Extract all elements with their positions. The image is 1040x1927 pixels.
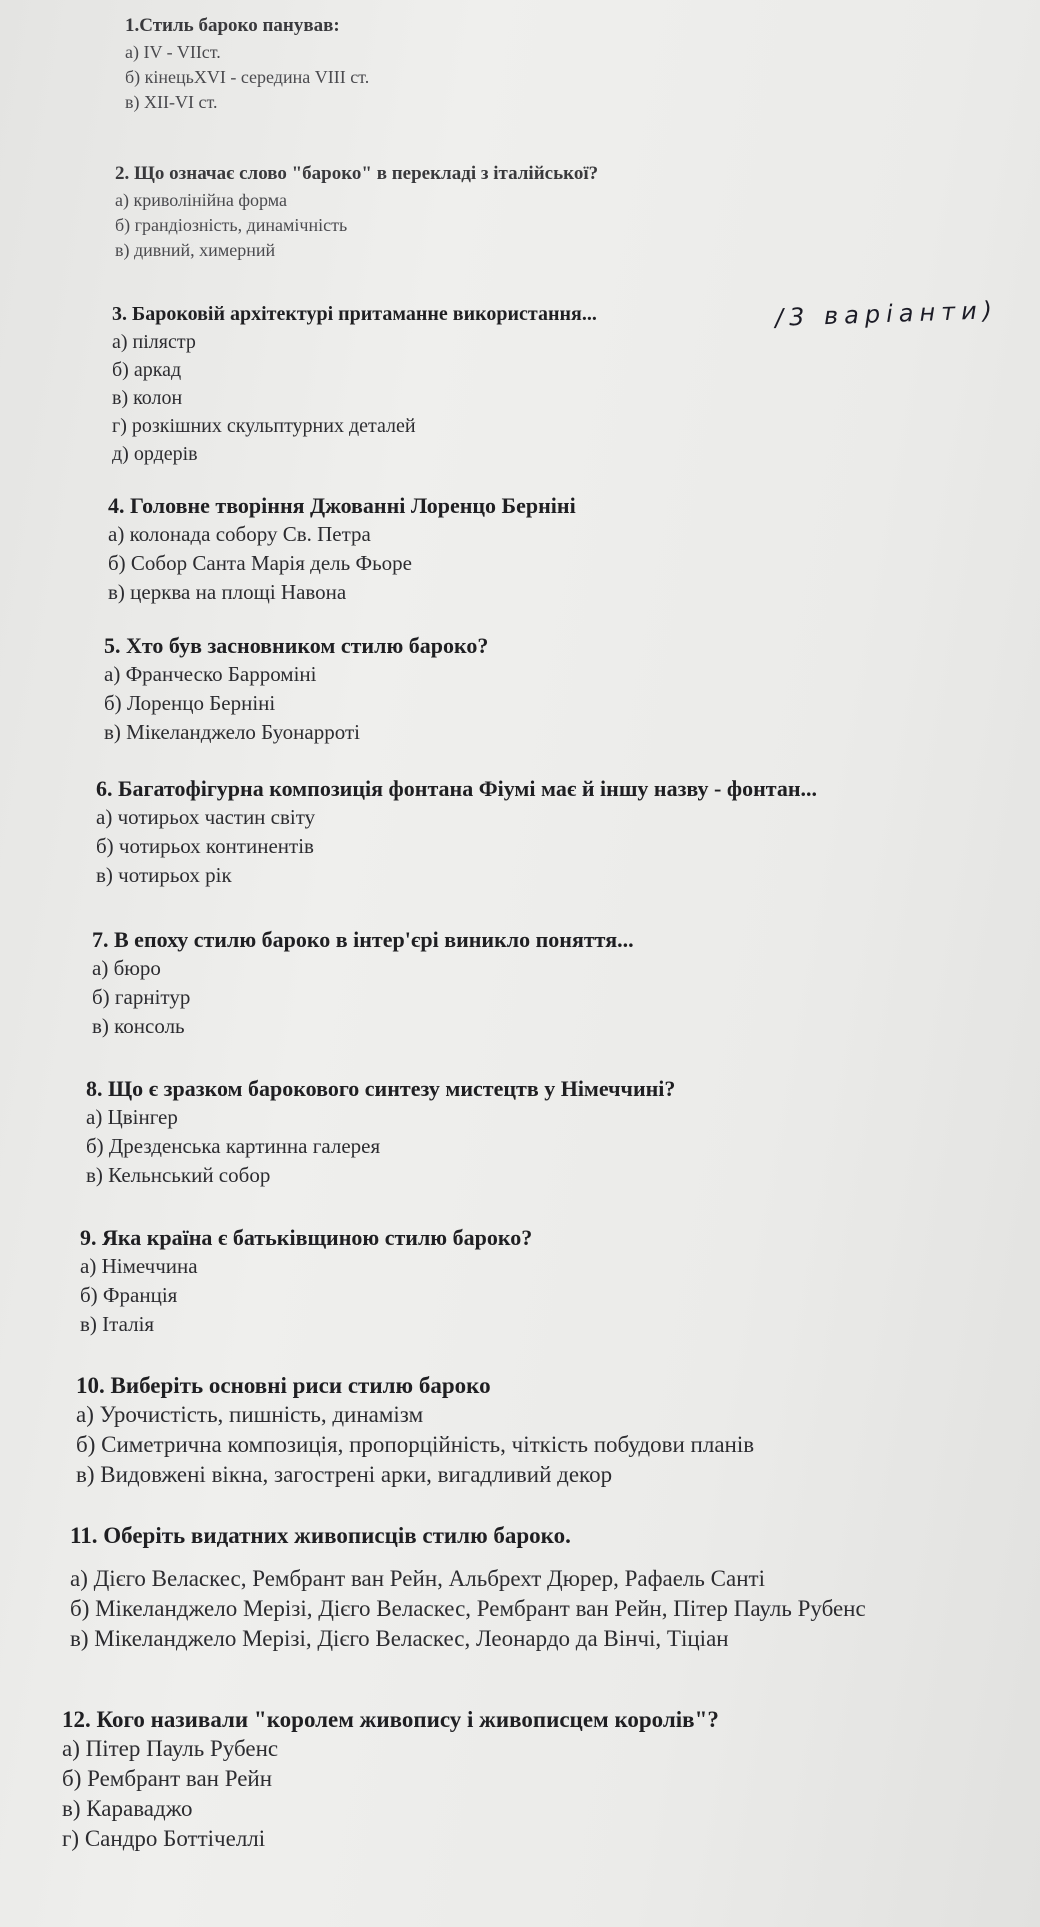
answer-option: б) Лоренцо Берніні (104, 691, 276, 715)
answer-option: б) чотирьох континентів (96, 834, 314, 858)
question-title: 8. Що є зразком барокового синтезу мистецтв у Німеччині? (86, 1076, 676, 1101)
answer-option: в) чотирьох рік (96, 863, 232, 887)
question-3 (112, 300, 597, 468)
question-8 (86, 1075, 675, 1190)
question-title: 9. Яка країна є батьківщиною стилю бароко? (80, 1225, 533, 1250)
answer-option: б) гарнітур (92, 985, 191, 1009)
answer-option: а) бюро (92, 956, 161, 980)
answer-option: а) Франческо Барроміні (104, 662, 317, 686)
answer-option: б) Симетрична композиція, пропорційність, чіткість побудови планів (76, 1432, 755, 1457)
answer-option: а) чотирьох частин світу (96, 805, 316, 829)
answer-option: а) Пітер Пауль Рубенс (62, 1736, 279, 1761)
answer-option: в) колон (112, 387, 183, 409)
question-12 (62, 1706, 719, 1854)
question-title: 10. Виберіть основні риси стилю бароко (76, 1373, 491, 1398)
answer-option: б) Собор Санта Марія дель Фьоре (108, 551, 412, 575)
answer-option: б) аркад (112, 359, 182, 381)
question-2 (115, 160, 598, 263)
question-11 (70, 1522, 866, 1654)
answer-option: б) Мікеланджело Мерізі, Дієго Веласкес, Рембрант ван Рейн, Пітер Пауль Рубенс (70, 1596, 866, 1621)
question-5 (104, 632, 488, 747)
answer-option: а) колонада собору Св. Петра (108, 522, 371, 546)
answer-option: г) розкішних скульптурних деталей (112, 415, 416, 437)
answer-option: г) Сандро Боттічеллі (62, 1826, 266, 1851)
answer-option: в) Кельнський собор (86, 1163, 271, 1187)
answer-option: а) Цвінгер (86, 1105, 178, 1129)
question-10 (76, 1372, 754, 1490)
question-title: 6. Багатофігурна композиція фонтана Фіумі має й іншу назву - фонтан... (96, 776, 818, 801)
question-title: 2. Що означає слово "бароко" в перекладі з італійської? (115, 163, 599, 184)
answer-option: в) консоль (92, 1014, 185, 1038)
answer-option: б) кінецьXVI - середина VIII ст. (125, 67, 370, 87)
answer-option: в) церква на площі Навона (108, 580, 347, 604)
question-title: 1.Стиль бароко панував: (125, 15, 340, 36)
question-title: 4. Головне творіння Джованні Лоренцо Берніні (108, 493, 576, 518)
question-title: 12. Кого називали "королем живопису і живописцем королів"? (62, 1707, 719, 1732)
question-title: 11. Оберіть видатних живописців стилю бароко. (70, 1523, 571, 1548)
handwritten-note: /3 варіанти) (774, 296, 999, 332)
answer-option: д) ордерів (112, 443, 198, 465)
question-title: 3. Бароковій архітектурі притаманне використання... (112, 303, 597, 325)
answer-option: а) Німеччина (80, 1254, 198, 1278)
answer-option: б) Дрезденська картинна галерея (86, 1134, 381, 1158)
answer-option: а) пілястр (112, 331, 196, 353)
question-4 (108, 492, 576, 607)
answer-option: б) грандіозність, динамічність (115, 215, 348, 235)
question-6 (96, 775, 817, 890)
answer-option: б) Рембрант ван Рейн (62, 1766, 273, 1791)
answer-option: в) Видовжені вікна, загострені арки, вигадливий декор (76, 1462, 613, 1487)
answer-option: в) Мікеланджело Буонарроті (104, 720, 360, 744)
question-9 (80, 1224, 532, 1339)
answer-option: в) Мікеланджело Мерізі, Дієго Веласкес, Леонардо да Вінчі, Тіціан (70, 1626, 729, 1651)
answer-option: в) дивний, химерний (115, 240, 276, 260)
answer-option: а) IV - VIIст. (125, 42, 221, 62)
question-7 (92, 926, 634, 1041)
answer-option: в) XII-VI ст. (125, 92, 218, 112)
answer-option: а) Урочистість, пишність, динамізм (76, 1402, 424, 1427)
answer-option: в) Караваджо (62, 1796, 193, 1821)
answer-option: б) Франція (80, 1283, 178, 1307)
answer-option: в) Італія (80, 1312, 155, 1336)
question-title: 5. Хто був засновником стилю бароко? (104, 633, 489, 658)
answer-option: а) Дієго Веласкес, Рембрант ван Рейн, Альбрехт Дюрер, Рафаель Санті (70, 1566, 765, 1591)
question-title: 7. В епоху стилю бароко в інтер'єрі виникло поняття... (92, 927, 634, 952)
question-1 (125, 12, 369, 115)
answer-option: а) криволінійна форма (115, 190, 288, 210)
